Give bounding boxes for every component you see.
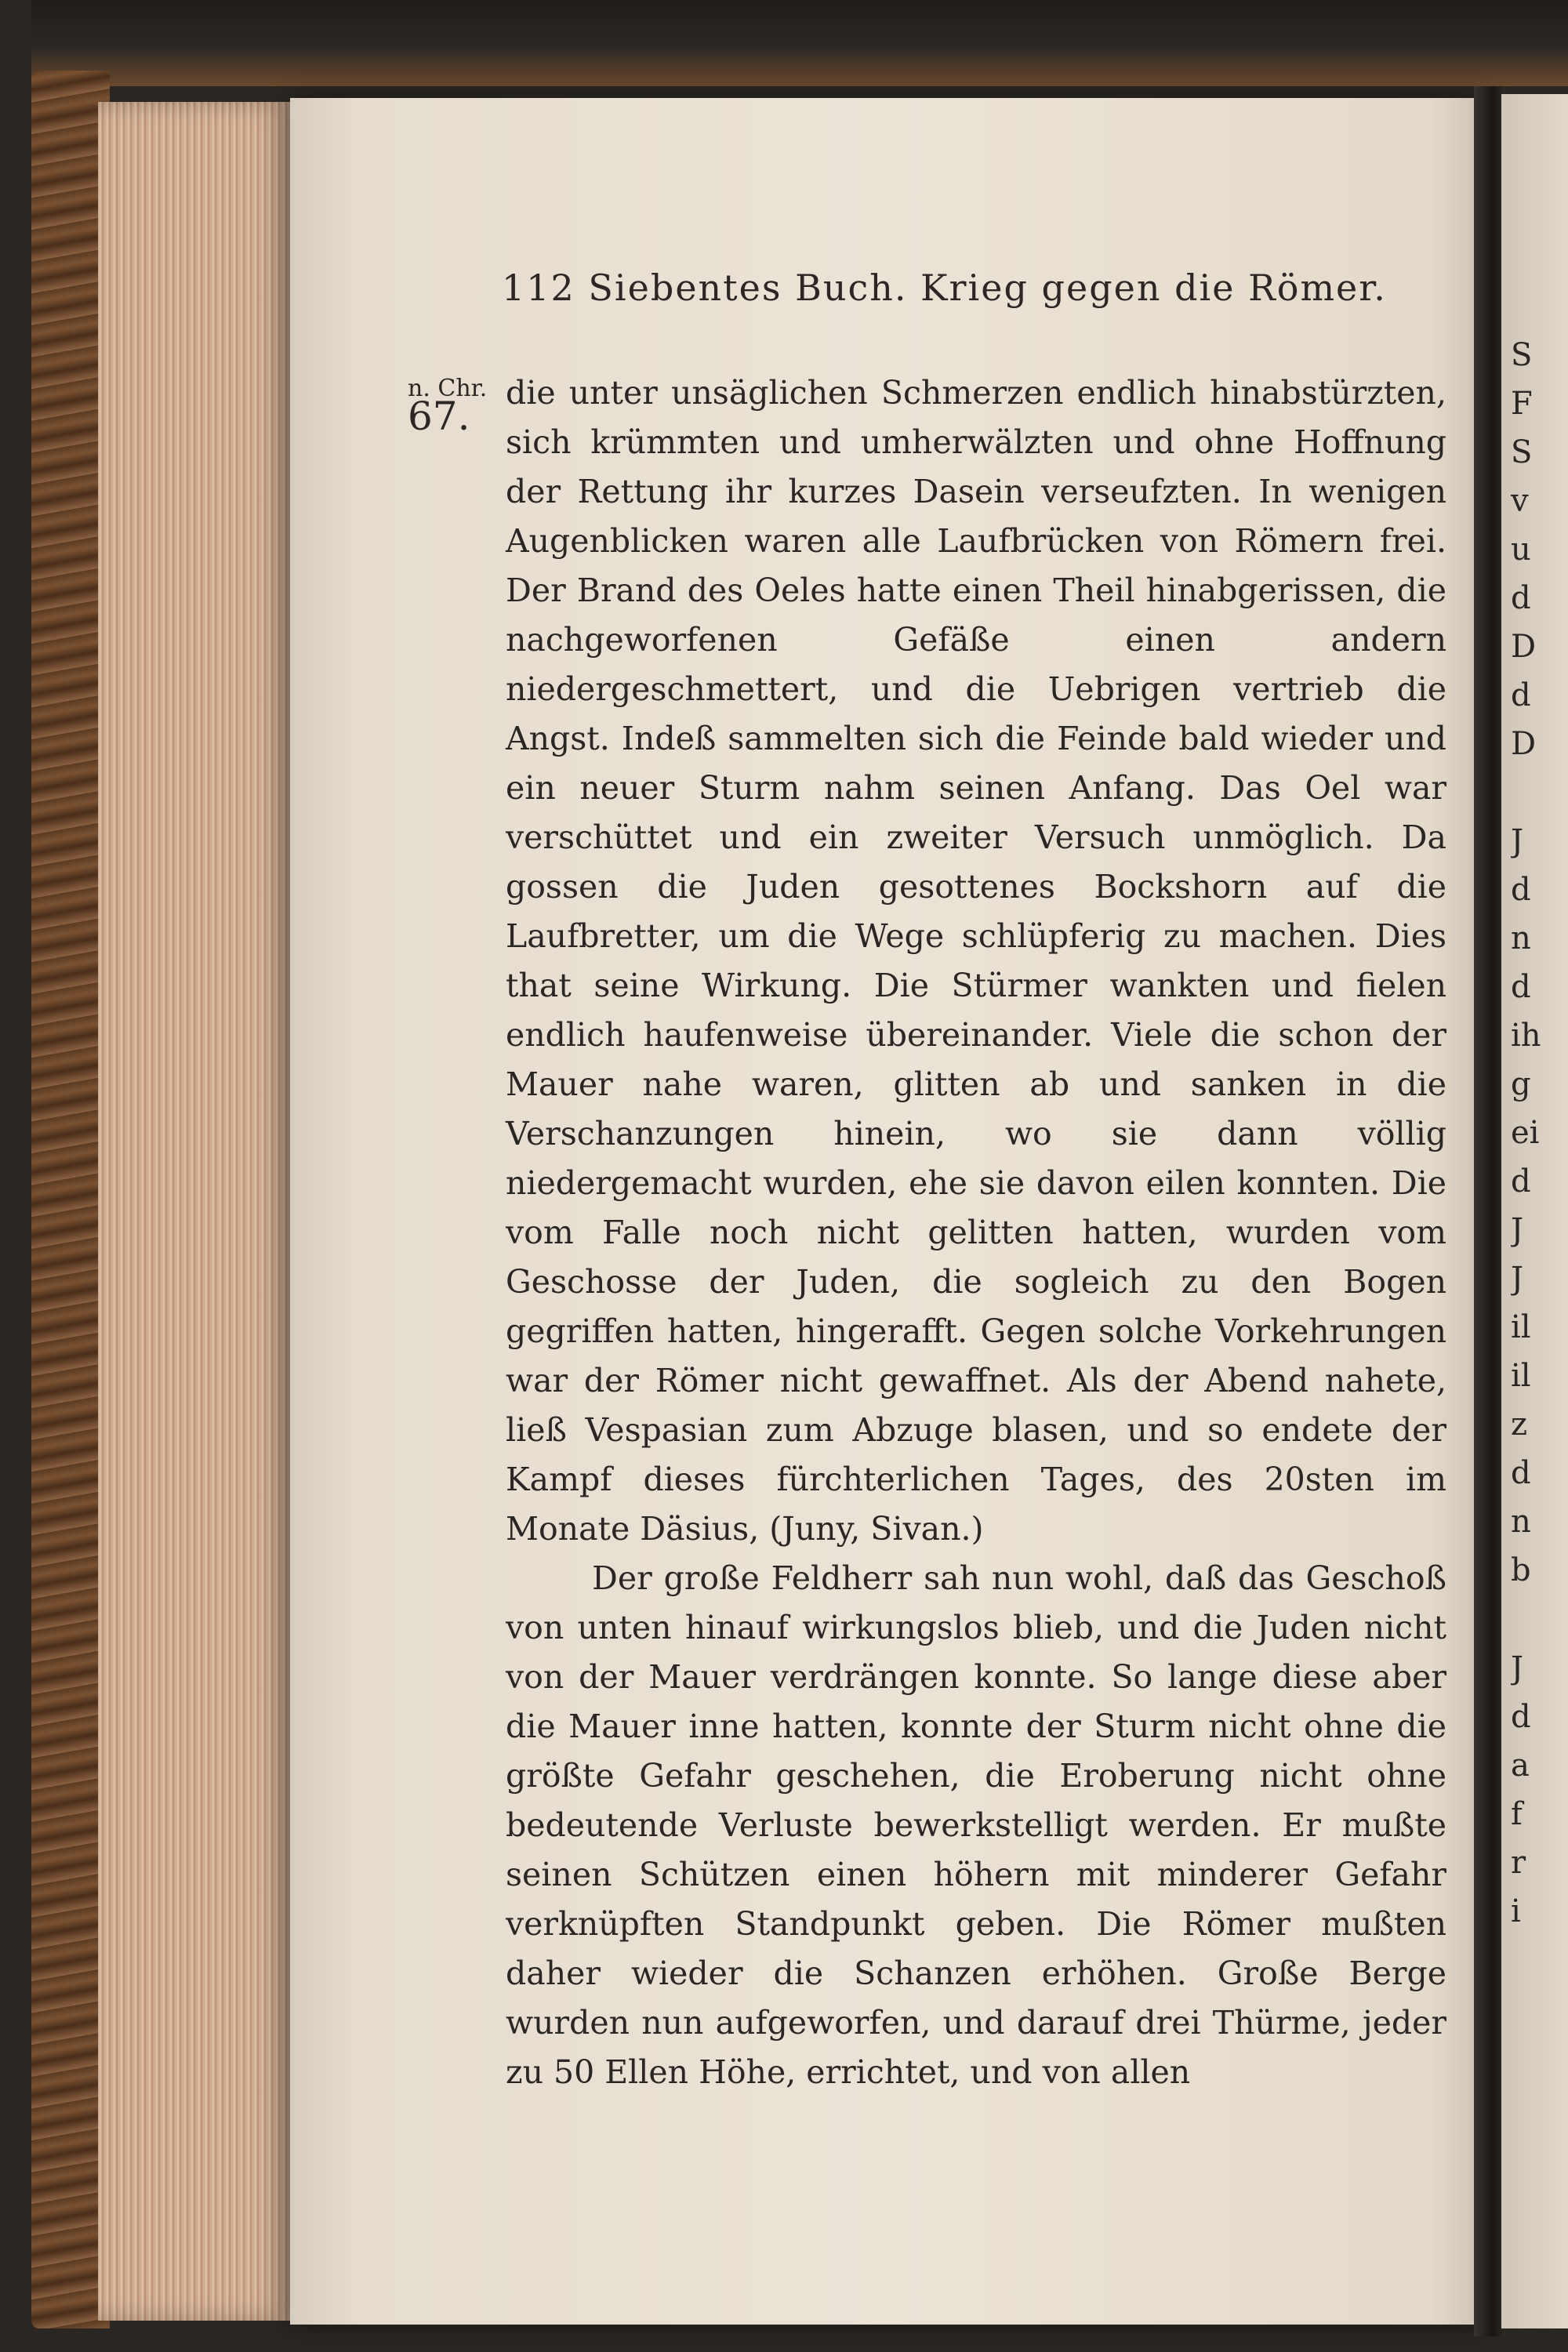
facing-page-fragment: d xyxy=(1511,969,1531,1005)
facing-page-fragment: D xyxy=(1511,726,1537,762)
facing-page-fragment: d xyxy=(1511,872,1531,908)
facing-page-fragment: il xyxy=(1511,1358,1531,1394)
facing-page-fragment: n xyxy=(1511,920,1531,956)
facing-page-fragment: F xyxy=(1511,386,1533,422)
facing-page-fragment: z xyxy=(1511,1406,1528,1443)
facing-page-fragment: il xyxy=(1511,1309,1531,1345)
facing-page-fragment: g xyxy=(1511,1066,1531,1102)
page-edges xyxy=(98,102,294,2321)
facing-page-fragment: u xyxy=(1511,532,1531,568)
facing-page-fragment: f xyxy=(1511,1796,1523,1832)
facing-page-fragment: J xyxy=(1511,1261,1524,1297)
facing-page-fragment: ih xyxy=(1511,1018,1541,1054)
facing-page-fragment: d xyxy=(1511,677,1531,713)
facing-page-fragment: ei xyxy=(1511,1115,1540,1151)
facing-page-fragment: D xyxy=(1511,629,1537,665)
paragraph: Der große Feldherr sah nun wohl, daß das Geschoß von unten hinauf wirkungslos blieb, und die Juden nicht von der Mauer verdrängen konnte. So lange diese aber die Mauer inne hatten, konnte der Sturm nicht ohne die größte Gefahr geschehen, die Eroberung nicht ohne bedeutende Verluste bewerkstelligt werden. Er mußte seinen Schützen einen höhern mit minderer Gefahr verknüpften Standpunkt geben. Die Römer mußten daher wieder die Schanzen erhöhen. Große Berge wurden nun aufgeworfen, und darauf drei Thürme, jeder zu 50 Ellen Höhe, errichtet, und von allen xyxy=(506,1559,1446,2091)
body-text xyxy=(506,368,1446,2148)
facing-page-fragment: S xyxy=(1511,434,1533,470)
margin-note-era: n. Chr. xyxy=(408,375,488,402)
facing-page-fragment: i xyxy=(1511,1893,1521,1929)
book-gutter xyxy=(1474,86,1505,2336)
facing-page-fragment: d xyxy=(1511,1455,1531,1491)
facing-page-fragment: d xyxy=(1511,580,1531,616)
facing-page-fragment: v xyxy=(1511,483,1529,519)
facing-page-fragment: J xyxy=(1511,823,1524,859)
facing-page-fragment: J xyxy=(1511,1650,1524,1686)
running-header: 112 Siebentes Buch. Krieg gegen die Römer. xyxy=(502,267,1387,309)
facing-page-fragment: S xyxy=(1511,337,1533,373)
book-cover-top xyxy=(31,0,1568,86)
facing-page-fragment: d xyxy=(1511,1163,1531,1200)
facing-page-fragment: a xyxy=(1511,1748,1530,1784)
facing-page-fragment: n xyxy=(1511,1504,1531,1540)
facing-page-fragment: J xyxy=(1511,1212,1524,1248)
facing-page-edge xyxy=(1501,94,1568,2328)
facing-page-fragment: r xyxy=(1511,1845,1526,1881)
facing-page-fragment: d xyxy=(1511,1699,1531,1735)
margin-note-year: 67. xyxy=(408,394,470,439)
facing-page-fragment: b xyxy=(1511,1552,1531,1588)
paragraph: die unter unsäglichen Schmerzen endlich hinabstürzten, sich krümmten und umherwälzten und ohne Hoffnung der Rettung ihr kurzes Dasein verseufzten. In wenigen Augenblicken waren alle Laufbrücken von Römern frei. Der Brand des Oeles hatte einen Theil hinabgerissen, die nachgeworfenen Gefäße einen andern niedergeschmettert, und die Uebrigen vertrieb die Angst. Indeß sammelten sich die Feinde bald wieder und ein neuer Sturm nahm seinen Anfang. Das Oel war verschüttet und ein zweiter Versuch unmöglich. Da gossen die Juden gesottenes Bockshorn auf die Laufbretter, um die Wege schlüpferig zu machen. Dies that seine Wirkung. Die Stürmer wankten und fielen endlich haufenweise übereinander. Viele die schon der Mauer nahe waren, glitten ab und sanken in die Verschanzungen hinein, wo sie dann völlig niedergemacht wurden, ehe sie davon eilen konnten. Die vom Falle noch nicht gelitten hatten, wurden vom Geschosse der Juden, die sogleich zu den Bogen gegriffen hatten, hingerafft. Gegen solche Vorkehrungen war der Römer nicht gewaffnet. Als der Abend nahete, ließ Vespasian zum Abzuge blasen, und so endete der Kampf dieses fürchterlichen Tages, des 20sten im Monate Däsius, (Juny, Sivan.) xyxy=(506,374,1446,1548)
